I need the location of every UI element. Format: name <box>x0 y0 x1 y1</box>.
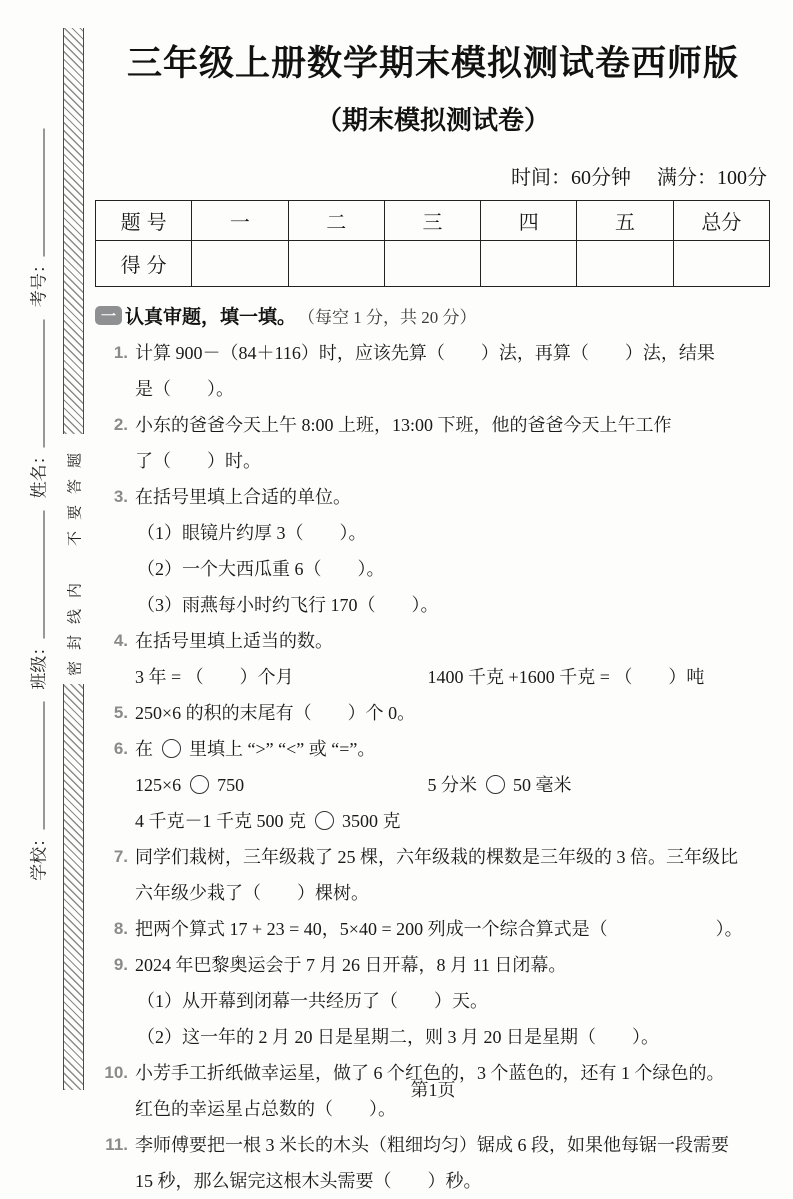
score-table-col-4: 四 <box>481 201 577 241</box>
section-score-note: （每空 1 分，共 20 分） <box>298 308 477 327</box>
field-class-label: 班级： <box>29 638 49 690</box>
compare-circle <box>486 775 505 794</box>
question-2-number: 2. <box>113 415 128 434</box>
section-number-badge-icon: 一 <box>95 306 122 325</box>
question-line: 15 秒，那么锯完这根木头需要（ ）秒。 <box>135 1171 482 1191</box>
question-line: 小芳手工折纸做幸运星，做了 6 个红色的，3 个蓝色的，还有 1 个绿色的。 <box>135 1063 725 1083</box>
page-number: 第1页 <box>410 1080 456 1100</box>
question-line: 250×6 的积的末尾有（ ）个 0。 <box>135 703 416 723</box>
question-line: 李师傅要把一根 3 米长的木头（粗细均匀）锯成 6 段，如果他每锯一段需要 <box>135 1135 729 1155</box>
seal-line-text: 密封线内 不要答题 <box>61 434 86 684</box>
question-11 <box>95 1127 771 1199</box>
question-7 <box>95 839 771 911</box>
exam-meta <box>95 161 771 190</box>
question-1 <box>95 335 771 407</box>
question-line: 小东的爸爸今天上午 8:00 上班，13:00 下班，他的爸爸今天上午工作 <box>135 415 672 435</box>
question-subitem: （1）眼镜片约厚 3（ ）。 <box>137 523 367 543</box>
school-blank-line <box>27 702 45 830</box>
question-5 <box>95 695 771 731</box>
question-line: 2024 年巴黎奥运会于 7 月 26 日开幕，8 月 11 日闭幕。 <box>135 955 567 975</box>
exam-time: 时间：60分钟 <box>511 167 631 189</box>
question-8 <box>95 911 771 947</box>
paper-content <box>95 0 771 1199</box>
question-line: 在括号里填上合适的单位。 <box>135 487 351 507</box>
score-table <box>95 200 770 287</box>
question-line: 是（ ）。 <box>135 379 234 399</box>
section-title: 认真审题，填一填。 <box>125 307 297 328</box>
question-10-number: 10. <box>104 1063 128 1082</box>
question-3-number: 3. <box>113 487 128 506</box>
score-cell-3 <box>384 241 480 287</box>
compare-circle <box>190 775 209 794</box>
class-blank-line <box>27 511 45 639</box>
question-line: 六年级少栽了（ ）棵树。 <box>135 883 369 903</box>
question-line: 把两个算式 17 + 23 = 40，5×40 = 200 列成一个综合算式是（ ）。 <box>135 919 743 939</box>
score-cell-total <box>673 241 769 287</box>
field-school <box>30 702 49 881</box>
question-4-number: 4. <box>113 631 128 650</box>
question-line: 了（ ）时。 <box>135 451 261 471</box>
score-table-col-5: 五 <box>577 201 673 241</box>
question-line: 在括号里填上适当的数。 <box>135 631 333 651</box>
question-4 <box>95 623 771 695</box>
question-subitem: （2）这一年的 2 月 20 日是星期二，则 3 月 20 日是星期（ ）。 <box>137 1027 659 1047</box>
score-cell-1 <box>192 241 288 287</box>
score-cell-4 <box>481 241 577 287</box>
field-class <box>30 511 49 690</box>
question-line: 在 里填上 “>” “<” 或 “=”。 <box>135 739 376 759</box>
section-one-header <box>95 302 771 329</box>
score-cell-5 <box>577 241 673 287</box>
score-table-col-3: 三 <box>384 201 480 241</box>
question-2 <box>95 407 771 479</box>
field-name <box>30 319 49 498</box>
question-9-number: 9. <box>113 955 128 974</box>
question-1-number: 1. <box>113 343 128 362</box>
question-6-number: 6. <box>113 739 128 758</box>
question-7-number: 7. <box>113 847 128 866</box>
sealed-margin-area <box>0 0 95 1122</box>
question-list <box>95 335 771 1199</box>
question-6 <box>95 731 771 839</box>
score-table-col-2: 二 <box>288 201 384 241</box>
compare-circle <box>315 811 334 830</box>
question-9 <box>95 947 771 1055</box>
seal-line-strip <box>63 28 84 1090</box>
field-exam-number <box>30 128 49 307</box>
question-subitem: （2）一个大西瓜重 6（ ）。 <box>137 559 385 579</box>
question-pair-right: 1400 千克 +1600 千克 = （ ）吨 <box>427 667 705 687</box>
question-line: 4 千克－1 千克 500 克 3500 克 <box>135 811 401 831</box>
score-row-label: 得分 <box>96 241 192 287</box>
student-info-fields <box>25 105 50 905</box>
score-cell-2 <box>288 241 384 287</box>
question-subitem: （3）雨燕每小时约飞行 170（ ）。 <box>137 595 439 615</box>
paper-subtitle: （期末模拟测试卷） <box>315 106 550 135</box>
field-name-label: 姓名： <box>29 447 49 499</box>
question-line: 同学们栽树，三年级栽了 25 棵，六年级栽的棵数是三年级的 3 倍。三年级比 <box>135 847 738 867</box>
question-pair-right: 5 分米 50 毫米 <box>427 775 572 795</box>
question-pair-left: 125×6 750 <box>135 775 245 795</box>
score-table-header-label: 题号 <box>96 201 192 241</box>
question-5-number: 5. <box>113 703 128 722</box>
question-3 <box>95 479 771 623</box>
question-line: 红色的幸运星占总数的（ ）。 <box>135 1099 396 1119</box>
question-11-number: 11. <box>105 1135 128 1154</box>
question-8-number: 8. <box>113 919 128 938</box>
field-school-label: 学校： <box>29 829 49 881</box>
compare-circle <box>162 739 181 758</box>
paper-title: 三年级上册数学期末模拟测试卷西师版 <box>126 44 739 83</box>
question-line: 计算 900－（84＋116）时，应该先算（ ）法，再算（ ）法，结果 <box>135 343 715 363</box>
score-table-col-total: 总分 <box>673 201 769 241</box>
name-blank-line <box>27 319 45 447</box>
score-table-col-1: 一 <box>192 201 288 241</box>
field-exam-number-label: 考号： <box>29 256 49 308</box>
exam-number-blank-line <box>27 128 45 256</box>
exam-full-score: 满分：100分 <box>657 167 767 189</box>
question-subitem: （1）从开幕到闭幕一共经历了（ ）天。 <box>137 991 488 1011</box>
question-pair-left: 3 年 = （ ）个月 <box>135 667 294 687</box>
